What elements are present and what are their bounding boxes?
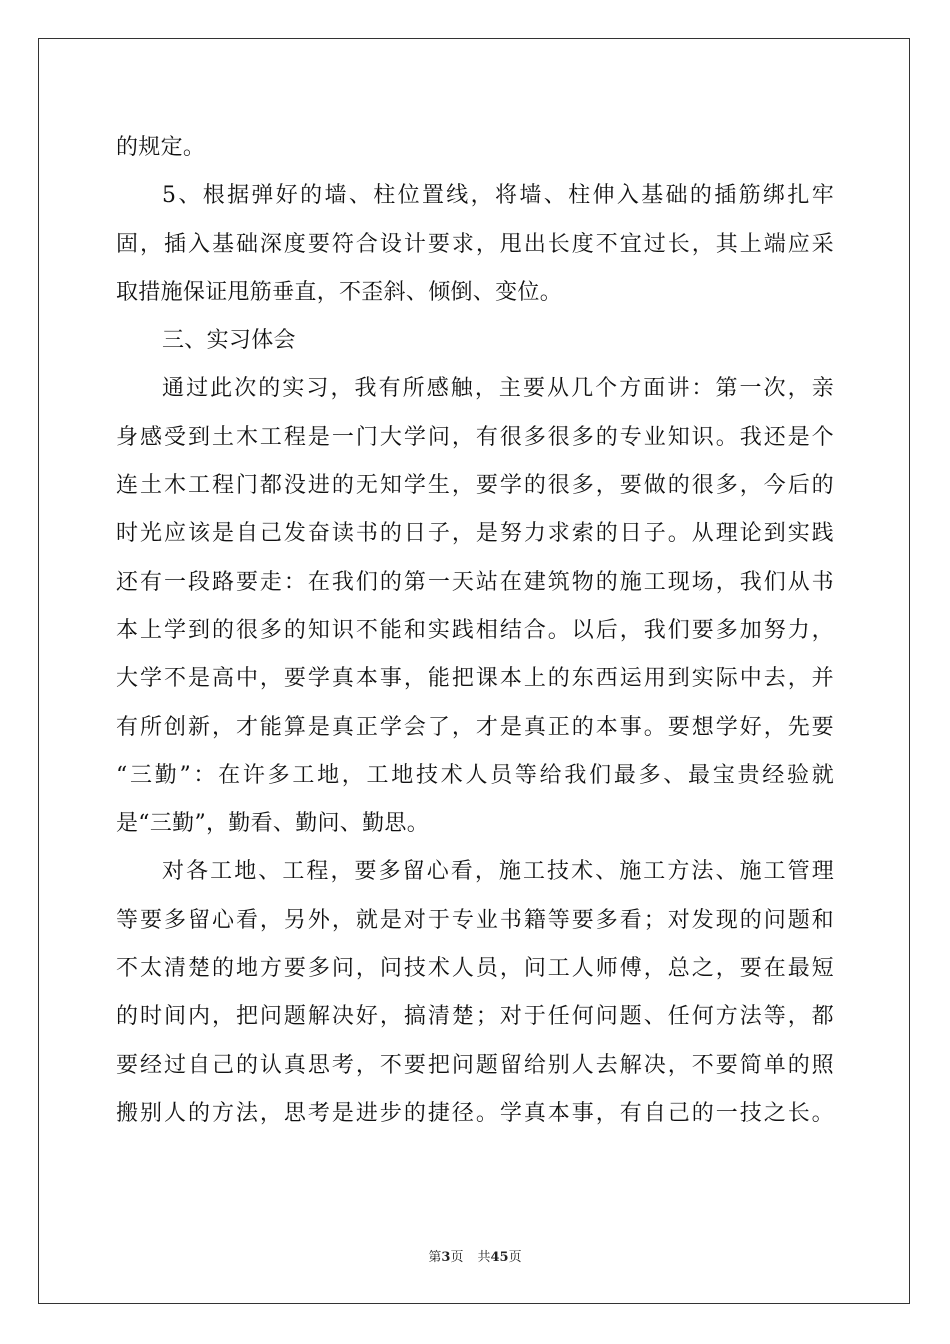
- text-line: 本上学到的很多的知识不能和实践相结合。以后，我们要多加努力，: [116, 617, 834, 643]
- text-line: 对各工地、工程，要多留心看，施工技术、施工方法、施工管理: [162, 859, 834, 885]
- page-prefix: 第: [428, 1250, 442, 1265]
- text-line: 连土木工程门都没进的无知学生，要学的很多，要做的很多，今后的: [116, 473, 834, 499]
- text-line: 时光应该是自己发奋读书的日子，是努力求索的日子。从理论到实践: [116, 521, 834, 547]
- text-line: 是“三勤”，勤看、勤问、勤思。: [116, 811, 429, 837]
- document-body: [116, 124, 834, 1138]
- text-line: 取措施保证甩筋垂直，不歪斜、倾倒、变位。: [116, 279, 563, 305]
- text-line: 的时间内，把问题解决好，搞清楚；对于任何问题、任何方法等，都: [116, 1004, 834, 1030]
- text-line: 等要多留心看，另外，就是对于专业书籍等要多看；对发现的问题和: [116, 907, 834, 933]
- text-line: 有所创新，才能算是真正学会了，才是真正的本事。要想学好，先要: [116, 714, 834, 740]
- text-line: 大学不是高中，要学真本事，能把课本上的东西运用到实际中去，并: [116, 666, 834, 692]
- total-pages: 45: [490, 1250, 509, 1265]
- section-heading: 三、实习体会: [162, 328, 296, 354]
- total-prefix: 共: [477, 1250, 491, 1265]
- text-line: 通过此次的实习，我有所感触，主要从几个方面讲：第一次，亲: [162, 376, 834, 402]
- page-number: 3: [441, 1250, 451, 1265]
- text-line: 的规定。: [116, 135, 206, 160]
- text-line: “三勤”：在许多工地，工地技术人员等给我们最多、最宝贵经验就: [116, 762, 834, 788]
- text-line: 不太清楚的地方要多问，问技术人员，问工人师傅，总之，要在最短: [116, 956, 834, 982]
- page-suffix: 页: [450, 1250, 464, 1265]
- text-line: 5、根据弹好的墙、柱位置线，将墙、柱伸入基础的插筋绑扎牢: [162, 183, 834, 209]
- text-line: 固，插入基础深度要符合设计要求，甩出长度不宜过长，其上端应采: [116, 231, 834, 257]
- text-line: 身感受到土木工程是一门大学问，有很多很多的专业知识。我还是个: [116, 424, 834, 450]
- page-footer: [0, 1246, 950, 1265]
- text-line: 还有一段路要走：在我们的第一天站在建筑物的施工现场，我们从书: [116, 569, 834, 595]
- text-line: 搬别人的方法，思考是进步的捷径。学真本事，有自己的一技之长。: [116, 1100, 834, 1126]
- total-suffix: 页: [508, 1250, 522, 1265]
- text-line: 要经过自己的认真思考，不要把问题留给别人去解决，不要简单的照: [116, 1052, 834, 1078]
